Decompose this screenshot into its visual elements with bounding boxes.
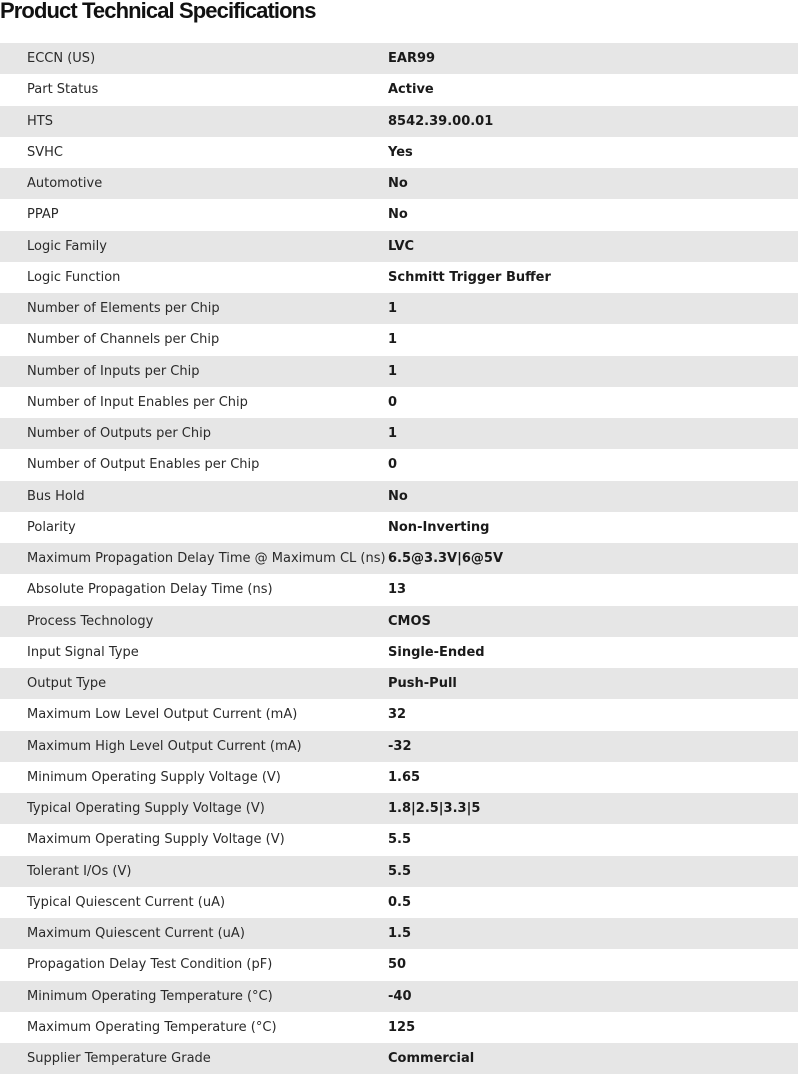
spec-label: Logic Family xyxy=(27,238,107,254)
spec-label: Bus Hold xyxy=(27,488,85,504)
spec-label: Minimum Operating Temperature (°C) xyxy=(27,988,273,1004)
spec-row xyxy=(0,199,798,230)
spec-value: 1 xyxy=(388,301,398,317)
spec-label: Minimum Operating Supply Voltage (V) xyxy=(27,769,281,785)
spec-label: Number of Outputs per Chip xyxy=(27,426,211,442)
spec-value: Push-Pull xyxy=(388,676,457,692)
spec-label: Supplier Temperature Grade xyxy=(27,1051,211,1067)
spec-row xyxy=(0,262,798,293)
spec-row xyxy=(0,699,798,730)
spec-value: Schmitt Trigger Buffer xyxy=(388,269,551,285)
spec-row xyxy=(0,1043,798,1074)
spec-value: 1.5 xyxy=(388,926,412,942)
spec-label: Propagation Delay Test Condition (pF) xyxy=(27,957,273,973)
spec-label: Maximum High Level Output Current (mA) xyxy=(27,738,302,754)
spec-row xyxy=(0,637,798,668)
spec-value: No xyxy=(388,488,408,504)
spec-label: Number of Channels per Chip xyxy=(27,332,220,348)
spec-value: No xyxy=(388,207,408,223)
spec-row xyxy=(0,324,798,355)
spec-value: 1 xyxy=(388,332,398,348)
spec-value: 32 xyxy=(388,707,407,723)
spec-row xyxy=(0,574,798,605)
spec-row xyxy=(0,824,798,855)
spec-label: Maximum Operating Supply Voltage (V) xyxy=(27,832,285,848)
spec-value: No xyxy=(388,176,408,192)
spec-value: CMOS xyxy=(388,613,431,629)
spec-label: Process Technology xyxy=(27,613,154,629)
spec-row xyxy=(0,418,798,449)
spec-row xyxy=(0,762,798,793)
spec-row xyxy=(0,887,798,918)
spec-value: 0.5 xyxy=(388,894,412,910)
spec-value: 5.5 xyxy=(388,832,412,848)
spec-value: Yes xyxy=(388,144,413,160)
spec-value: LVC xyxy=(388,238,415,254)
spec-label: Part Status xyxy=(27,82,99,98)
spec-value: 0 xyxy=(388,457,398,473)
spec-value: Single-Ended xyxy=(388,644,485,660)
spec-value: 13 xyxy=(388,582,407,598)
spec-label: Output Type xyxy=(27,676,107,692)
spec-label: Maximum Operating Temperature (°C) xyxy=(27,1019,277,1035)
spec-row xyxy=(0,43,798,74)
spec-label: Polarity xyxy=(27,519,76,535)
spec-label: Maximum Low Level Output Current (mA) xyxy=(27,707,298,723)
spec-value: -32 xyxy=(388,738,412,754)
spec-row xyxy=(0,231,798,262)
spec-row xyxy=(0,543,798,574)
spec-row xyxy=(0,449,798,480)
spec-label: HTS xyxy=(27,113,53,129)
spec-label: Typical Operating Supply Voltage (V) xyxy=(27,801,265,817)
spec-table xyxy=(0,43,798,1074)
spec-value: 1.8|2.5|3.3|5 xyxy=(388,801,481,817)
spec-row xyxy=(0,387,798,418)
spec-value: -40 xyxy=(388,988,412,1004)
spec-row xyxy=(0,731,798,762)
spec-value: 5.5 xyxy=(388,863,412,879)
spec-label: PPAP xyxy=(27,207,59,223)
spec-label: Maximum Quiescent Current (uA) xyxy=(27,926,245,942)
spec-row xyxy=(0,668,798,699)
spec-row xyxy=(0,949,798,980)
spec-label: Automotive xyxy=(27,176,103,192)
spec-label: Input Signal Type xyxy=(27,644,139,660)
spec-label: SVHC xyxy=(27,144,63,160)
spec-value: Commercial xyxy=(388,1051,475,1067)
spec-row xyxy=(0,168,798,199)
spec-row xyxy=(0,137,798,168)
spec-value: 8542.39.00.01 xyxy=(388,113,494,129)
spec-value: Non-Inverting xyxy=(388,519,490,535)
spec-label: Absolute Propagation Delay Time (ns) xyxy=(27,582,273,598)
spec-label: Maximum Propagation Delay Time @ Maximum CL (ns) xyxy=(27,551,386,567)
spec-row xyxy=(0,356,798,387)
spec-row xyxy=(0,74,798,105)
spec-row xyxy=(0,106,798,137)
spec-label: Number of Inputs per Chip xyxy=(27,363,200,379)
page-title: Product Technical Specifications xyxy=(0,0,316,23)
spec-value: 125 xyxy=(388,1019,416,1035)
spec-row xyxy=(0,918,798,949)
spec-row xyxy=(0,793,798,824)
spec-row xyxy=(0,1012,798,1043)
spec-label: ECCN (US) xyxy=(27,51,96,67)
spec-value: 1 xyxy=(388,426,398,442)
spec-label: Tolerant I/Os (V) xyxy=(27,863,132,879)
spec-label: Typical Quiescent Current (uA) xyxy=(27,894,226,910)
spec-row xyxy=(0,856,798,887)
spec-row xyxy=(0,981,798,1012)
spec-label: Number of Elements per Chip xyxy=(27,301,220,317)
spec-row xyxy=(0,512,798,543)
spec-label: Number of Output Enables per Chip xyxy=(27,457,260,473)
spec-value: 6.5@3.3V|6@5V xyxy=(388,551,504,567)
spec-row xyxy=(0,606,798,637)
spec-label: Logic Function xyxy=(27,269,121,285)
spec-row xyxy=(0,481,798,512)
spec-value: 0 xyxy=(388,394,398,410)
spec-value: 1 xyxy=(388,363,398,379)
spec-value: EAR99 xyxy=(388,51,436,67)
spec-value: 1.65 xyxy=(388,769,421,785)
spec-row xyxy=(0,293,798,324)
spec-label: Number of Input Enables per Chip xyxy=(27,394,248,410)
spec-value: Active xyxy=(388,82,434,98)
spec-value: 50 xyxy=(388,957,407,973)
